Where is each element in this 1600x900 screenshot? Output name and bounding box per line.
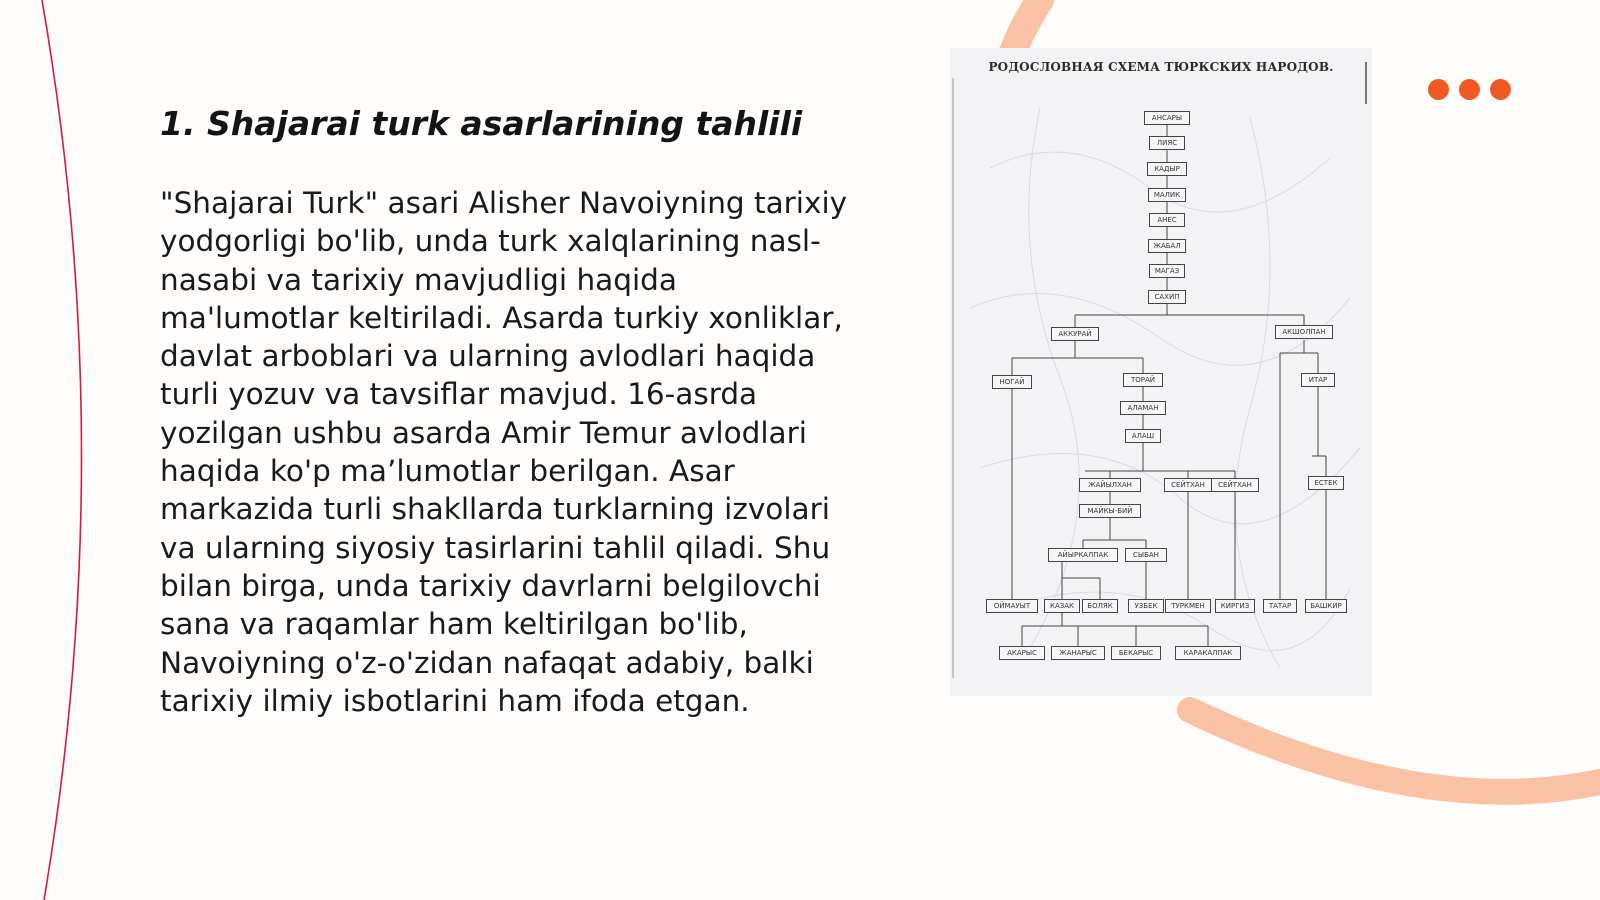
bottom-node-3: БЕКАРЫС (1111, 646, 1161, 660)
chain-node-5: АНЕС (1149, 213, 1185, 227)
dot-3 (1490, 79, 1511, 100)
people-node-4: УЗБЕК (1128, 599, 1164, 613)
node-nogai: НОГАЙ (992, 375, 1032, 389)
people-node-5: ТУРКМЕН (1165, 599, 1211, 613)
chain-node-6: ЖАБАЛ (1148, 239, 1186, 253)
chain-node-8: САХИП (1148, 290, 1186, 304)
node-estek: ЕСТЕК (1308, 476, 1344, 490)
slide-body-text: "Shajarai Turk" asari Alisher Navoiyning tarixiy yodgorligi bo'lib, unda turk xalqlarining nasl-nasabi va tarixiy mavjudligi haqida ma'lumotlar keltiriladi. Asarda turkiy xonliklar, davlat arboblari va ularning avlodlari haqida turli yozuv va tavsiflar mavjud. 16-asrda yozilgan ushbu asarda Amir Temur avlodlari haqida ko'p ma’lumotlar berilgan. Asar markazida turli shakllarda turklarning izvolari va ularning siyosiy tasirlarini tahlil qiladi. Shu bilan birga, unda tarixiy davrlarni belgilovchi sana va raqamlar ham keltirilgan bo'lib, Navoiyning o'z-o'zidan nafaqat adabiy, balki tarixiy ilmiy isbotlarini ham ifoda etgan. (160, 186, 848, 718)
node-torai: ТОРАЙ (1123, 373, 1163, 387)
node-akkurai: АККУРАЙ (1051, 327, 1099, 341)
scan-title: РОДОСЛОВНАЯ СХЕМА ТЮРКСКИХ НАРОДОВ. (988, 60, 1334, 74)
bottom-node-1: АКАРЫС (999, 646, 1045, 660)
node-syban: СЫБАН (1125, 548, 1167, 562)
dot-1 (1428, 79, 1449, 100)
people-node-8: БАШКИР (1305, 599, 1347, 613)
node-maiky-biy: МАЙКЫ-БИЙ (1079, 504, 1141, 518)
bottom-node-4: КАРАКАЛПАК (1175, 646, 1241, 660)
people-node-6: КИРГИЗ (1215, 599, 1255, 613)
left-red-curve (42, 0, 82, 900)
chain-node-1: АНСАРЫ (1144, 111, 1190, 125)
chain-node-4: МАЛИК (1148, 188, 1186, 202)
node-aksholpan: АКШОЛПАН (1275, 325, 1333, 339)
node-seitkhan-2: СЕЙТХАН (1211, 478, 1259, 492)
peach-arc-bottom (1190, 710, 1600, 792)
people-node-1: ОЙМАУЫТ (986, 599, 1038, 613)
node-alash: АЛАШ (1125, 429, 1161, 443)
dot-2 (1459, 79, 1480, 100)
chain-node-7: МАГАЗ (1149, 264, 1185, 278)
menu-dots-icon (1428, 79, 1511, 100)
people-node-2: КАЗАК (1044, 599, 1080, 613)
slide-title: 1. Shajarai turk asarlarining tahlili (160, 104, 803, 143)
people-node-7: ТАТАР (1263, 599, 1297, 613)
chain-node-3: КАДЫР (1147, 162, 1187, 176)
node-aiyrkalpak: АЙЫРКАЛПАК (1048, 548, 1118, 562)
node-alaman: АЛАМАН (1120, 401, 1166, 415)
chain-node-2: ЛИЯС (1149, 136, 1185, 150)
node-itar: ИТАР (1301, 373, 1335, 387)
node-zhaiylkhan: ЖАЙЫЛХАН (1079, 478, 1141, 492)
node-seitkhan-1: СЕЙТХАН (1164, 478, 1212, 492)
genealogy-scan-image (950, 48, 1372, 696)
bottom-node-2: ЖАНАРЫС (1051, 646, 1105, 660)
people-node-3: БОЛЯК (1082, 599, 1118, 613)
